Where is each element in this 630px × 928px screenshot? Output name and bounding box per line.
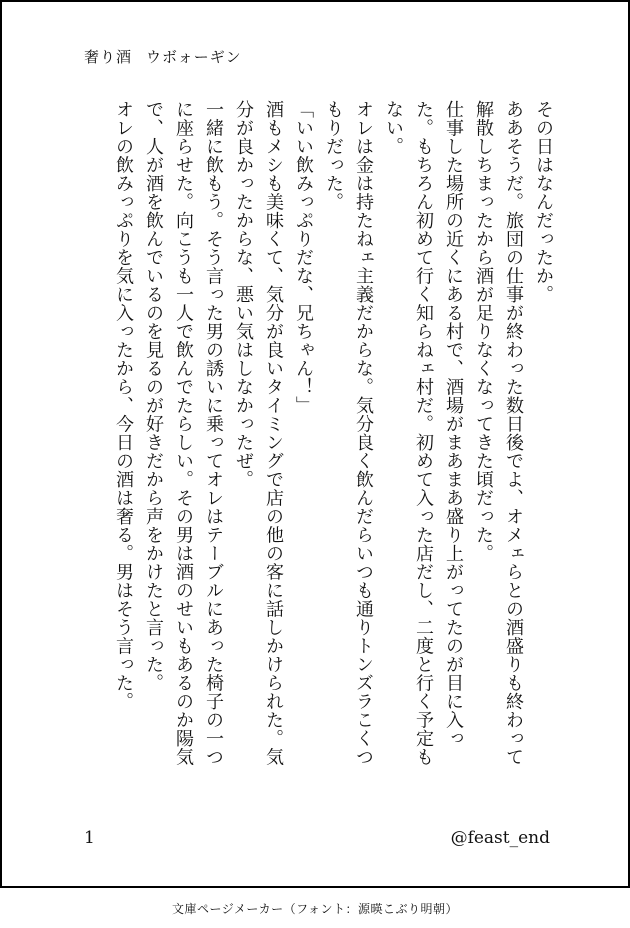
vertical-body-text [78, 100, 558, 780]
paragraph: オレは金は持たねェ主義だからな。気分良く飲んだらいつも通りトンズラこくつもりだった。 [323, 100, 374, 766]
page-header [84, 46, 242, 67]
paragraph: オレの飲みっぷりを気に入ったから、今日の酒は奢る。男はそう言った。 [113, 100, 134, 711]
author-handle: @feast_end [450, 828, 550, 848]
generator-credit: 文庫ページメーカー（フォント：源暎こぶり明朝） [171, 902, 459, 916]
story-title: 奢り酒 [84, 48, 133, 66]
paragraph: 「いい飲みっぷりだな、兄ちゃん！」 [293, 100, 314, 415]
paragraph: その日はなんだったか。 [533, 100, 554, 304]
paragraph: ああそうだ。旅団の仕事が終わった数日後でよ、オメェらとの酒盛りも終わって解散しちまったから酒が足りなくなってきた頃だった。 [473, 100, 524, 766]
paragraph: 酒もメシも美味くて、気分が良いタイミングで店の他の客に話しかけられた。気分が良かったからな、悪い気はしなかったぜ。 [233, 100, 284, 766]
author-name: ウボォーギン [146, 48, 242, 66]
paragraph: 仕事した場所の近くにある村で、酒場がまあまあ盛り上がってたのが目に入った。もちろん初めて行く知らねェ村だ。初めて入った店だし、二度と行く予定もない。 [383, 100, 464, 766]
paragraph: 一緒に飲もう。そう言った男の誘いに乗ってオレはテーブルにあった椅子の一つに座らせた。向こうも一人で飲んでたらしい。その男は酒のせいもあるのか陽気で、人が酒を飲んでいるのを見るのが好きだから声をかけたと言った。 [143, 100, 224, 766]
page-number: 1 [84, 828, 95, 848]
